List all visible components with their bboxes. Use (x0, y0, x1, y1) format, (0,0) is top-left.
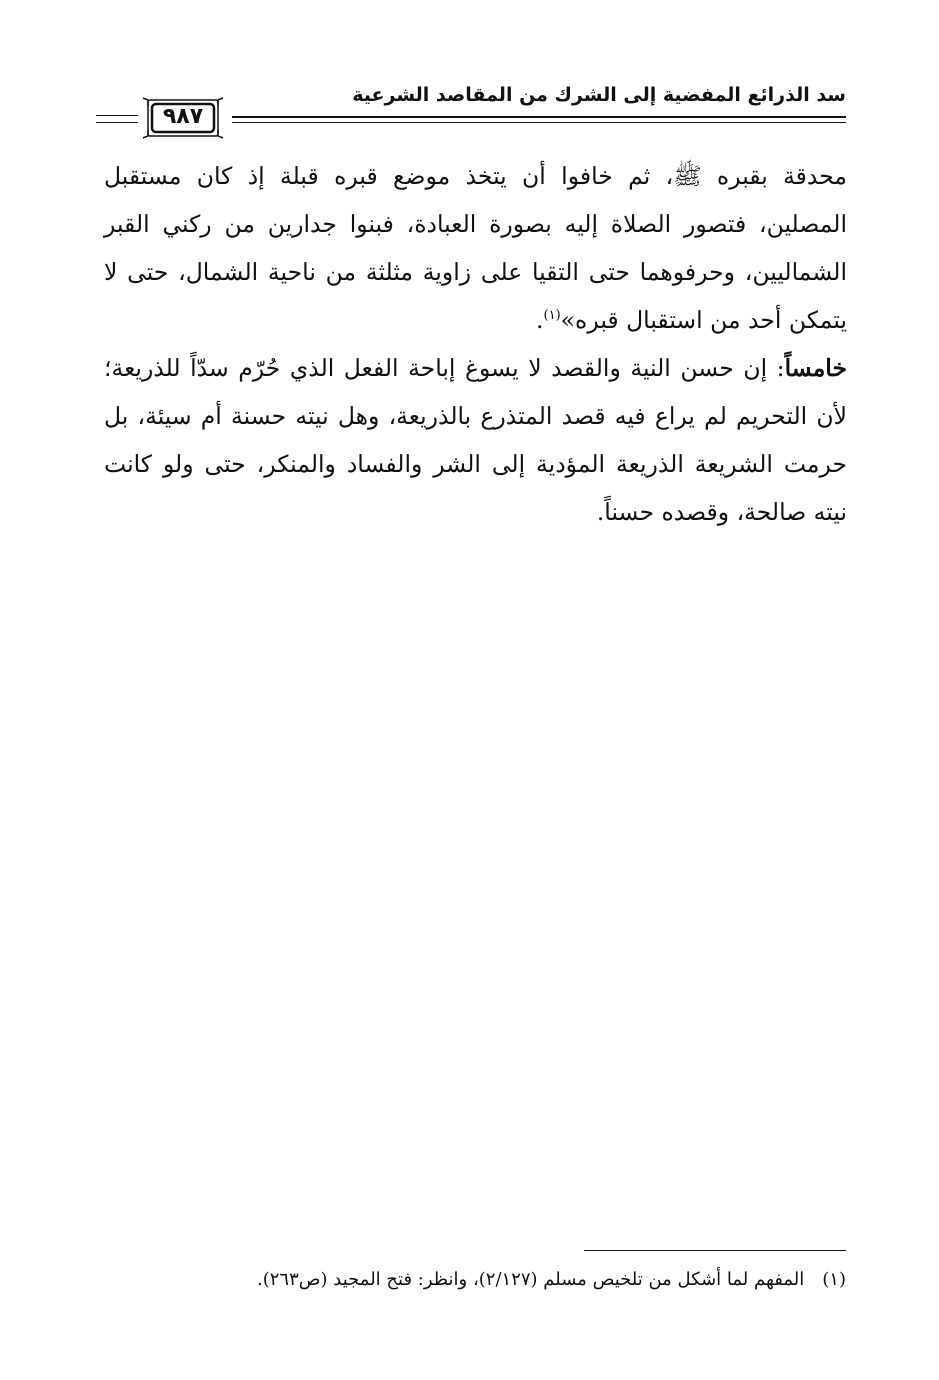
page-number-badge (142, 96, 224, 140)
header-rule-top (232, 116, 846, 118)
main-text (104, 152, 847, 536)
paragraph-2-lead: خامساً (784, 354, 847, 382)
paragraph-1-text: محدقة بقبره ﷺ، ثم خافوا أن يتخذ موضع قبره قبلة إذ كان مستقبل المصلين، فتصور الصلاة إليه بصورة العبادة، فبنوا جدارين من ركني القبر الشماليين، وحرفوهما حتى التقيا على زاوية مثلثة من ناحية الشمال، حتى لا يتمكن أحد من استقبال قبره» (104, 162, 847, 334)
running-title: سد الذرائع المفضية إلى الشرك من المقاصد الشرعية (352, 84, 846, 106)
page-number: ٩٨٧ (162, 104, 204, 129)
header-left-rule-top (96, 115, 138, 116)
paragraph-2-text: : إن حسن النية والقصد لا يسوغ إباحة الفعل الذي حُرّم سدّاً للذريعة؛ لأن التحريم لم يراع فيه قصد المتذرع بالذريعة، وهل نيته حسنة أم سيئة، بل حرمت الشريعة الذريعة المؤدية إلى الشر والفساد والمنكر، حتى ولو كانت نيته صالحة، وقصده حسناً. (104, 354, 847, 526)
footnote-separator (584, 1250, 846, 1251)
footnote-reference[interactable]: (١) (543, 308, 561, 324)
footnote-text: المفهم لما أشكل من تلخيص مسلم (٢/١٢٧)، وانظر: فتح المجيد (ص٢٦٣). (257, 1269, 805, 1290)
footnote (104, 1266, 846, 1294)
header-rule-bottom (232, 122, 846, 123)
footnote-marker: (١) (822, 1269, 846, 1290)
paragraph-1-end: . (536, 306, 544, 334)
paragraph-1 (104, 152, 847, 344)
paragraph-2 (104, 344, 847, 536)
header-left-rule-bottom (96, 122, 138, 123)
